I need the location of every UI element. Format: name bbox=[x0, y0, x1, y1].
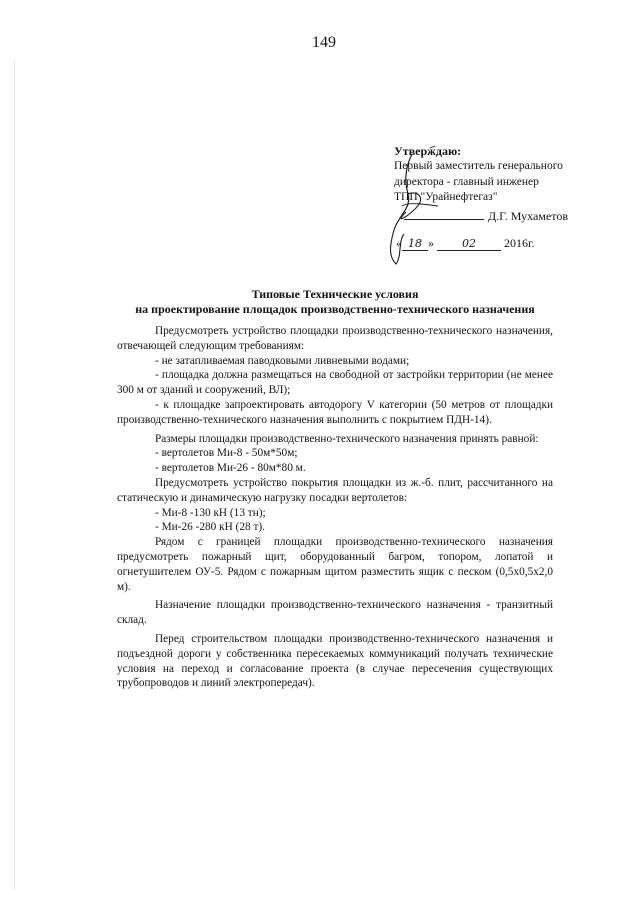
load-item: - Ми-8 -130 кН (13 тн); bbox=[155, 506, 266, 519]
signature-line bbox=[404, 219, 484, 220]
size-item: - вертолетов Ми-8 - 50м*50м; bbox=[155, 447, 298, 460]
scan-edge-mark bbox=[14, 60, 15, 890]
paragraph-fire-safety: Рядом с границей площадки производственно-технического назначения предусмотреть пожарный щит, оборудованный багром, топором, лопатой и огнетушителем ОУ-5. Рядом с пожарным щитом разместить ящик с песком (0,5х0,5х2,0 м). bbox=[117, 536, 553, 593]
requirement-item: - площадка должна размещаться на свободной от застройки территории (не менее 300 м от зданий и сооружений, ВЛ); bbox=[117, 369, 553, 397]
load-item: - Ми-26 -280 кН (28 т). bbox=[155, 521, 265, 534]
date-close-quote: » bbox=[428, 236, 434, 250]
date-month: 02 bbox=[437, 237, 501, 251]
approval-position-line2: директора - главный инженер bbox=[394, 175, 539, 188]
page-number: 149 bbox=[312, 34, 336, 51]
date-year: 2016г. bbox=[504, 236, 535, 250]
paragraph-construction: Перед строительством площадки производственно-технического назначения и подъездной дороги у собственника пересекаемых коммуникаций получать технические условия на переход и согласование проекта (в случае пересечения существующих трубопроводов и линий электропередач). bbox=[117, 632, 553, 690]
paragraph-intro: Предусмотреть устройство площадки производственно-технического назначения, отвечающей следующим требованиям: bbox=[117, 325, 553, 352]
paragraph-purpose: Назначение площадки производственно-технического назначения - транзитный склад. bbox=[117, 599, 553, 627]
paragraph-coverage: Предусмотреть устройство покрытия площадки из ж.-б. плит, рассчитанного на статическую и динамическую нагрузку посадки вертолетов: bbox=[117, 476, 553, 504]
approval-position-line1: Первый заместитель генерального bbox=[394, 160, 563, 173]
approval-date bbox=[396, 236, 535, 251]
size-item: - вертолетов Ми-26 - 80м*80 м. bbox=[155, 462, 306, 475]
date-open-quote: « bbox=[396, 236, 402, 250]
date-day: 18 bbox=[402, 237, 428, 251]
approval-label: Утверждаю: bbox=[394, 144, 462, 158]
document-title: Типовые Технические условия bbox=[251, 287, 419, 301]
paragraph-sizes: Размеры площадки производственно-технического назначения принять равной: bbox=[155, 432, 539, 445]
requirement-item: - к площадке запроектировать автодорогу V категории (50 метров от площадки производственно-технического назначения выполнить с покрытием ПДН-14). bbox=[117, 398, 553, 426]
document-body bbox=[117, 324, 553, 691]
handwritten-signature bbox=[368, 146, 458, 276]
approval-organization: ТПП "Урайнефтегаз" bbox=[394, 191, 498, 204]
requirement-item: - не затапливаемая паводковыми ливневыми водами; bbox=[155, 354, 410, 367]
signer-name: Д.Г. Мухаметов bbox=[488, 209, 568, 223]
document-subtitle: на проектирование площадок производственно-технического назначения bbox=[135, 302, 535, 316]
